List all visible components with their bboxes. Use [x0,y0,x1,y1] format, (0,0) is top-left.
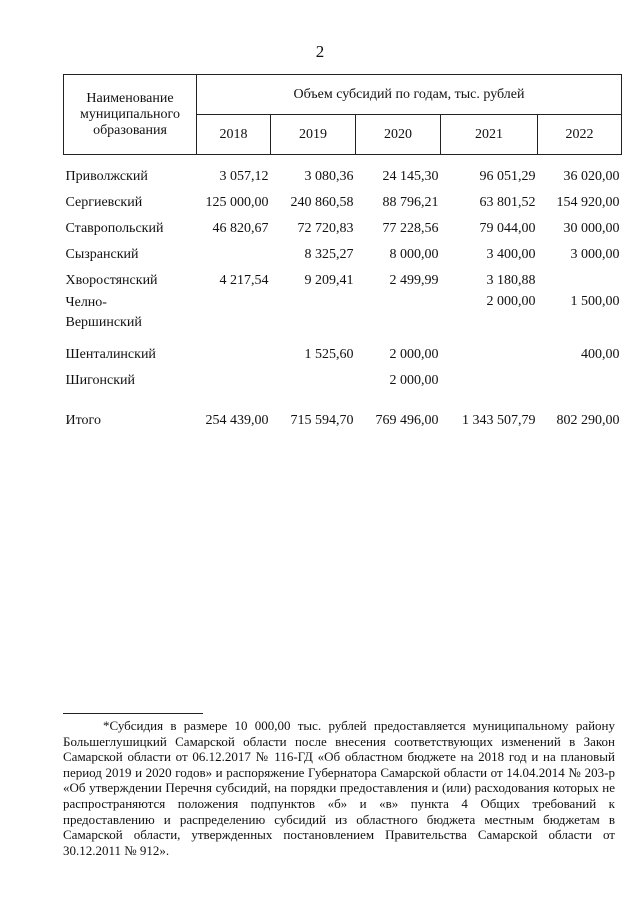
row-name: Приволжский [65,169,148,184]
cell-value: 77 228,56 [382,221,439,236]
total-value: 715 594,70 [290,413,354,428]
cell-value: 2 000,00 [389,373,439,388]
cell-value: 30 000,00 [563,221,620,236]
cell-value: 8 000,00 [389,247,439,262]
table-row [64,289,622,337]
row-name: Сергиевский [65,195,143,210]
table-row [64,185,622,211]
page-number: 2 [315,42,325,61]
cell-value [271,289,356,337]
row-name: Челно-Вершинский [65,295,142,330]
cell-value [197,289,271,337]
cell-value: 125 000,00 [205,195,269,210]
column-header-2018: 2018 [197,115,271,155]
table-row [64,237,622,263]
column-header-2019: 2019 [271,115,356,155]
table-row [64,155,622,186]
cell-value: 8 325,27 [304,247,354,262]
cell-value: 3 180,88 [486,273,536,288]
total-label: Итого [65,413,101,428]
cell-value: 1 525,60 [304,347,354,362]
column-header-2021: 2021 [441,115,538,155]
subsidy-table [63,74,622,429]
cell-value: 88 796,21 [382,195,439,210]
cell-value: 46 820,67 [212,221,269,236]
table-row [64,363,622,389]
total-value: 802 290,00 [556,413,620,428]
cell-value [441,363,538,389]
total-value: 254 439,00 [205,413,269,428]
cell-value [356,289,441,337]
cell-value: 3 000,00 [570,247,620,262]
cell-value: 36 020,00 [563,169,620,184]
table-row [64,337,622,363]
row-name: Ставропольский [65,221,164,236]
cell-value: 154 920,00 [556,195,620,210]
column-header-2020: 2020 [356,115,441,155]
total-row [64,389,622,429]
row-name: Хворостянский [65,273,158,288]
cell-value: 9 209,41 [304,273,354,288]
cell-value [441,337,538,363]
cell-value: 4 217,54 [219,273,269,288]
cell-value [538,363,622,389]
row-name: Шенталинский [65,347,156,362]
cell-value: 79 044,00 [479,221,536,236]
cell-value: 2 000,00 [389,347,439,362]
cell-value: 2 000,00 [486,294,536,309]
cell-value: 24 145,30 [382,169,439,184]
row-name: Шигонский [65,373,136,388]
cell-value: 400,00 [581,347,620,362]
cell-value: 240 860,58 [290,195,354,210]
table-row [64,263,622,289]
cell-value: 3 080,36 [304,169,354,184]
column-header-subsidy-volume: Объем субсидий по годам, тыс. рублей [197,75,622,115]
footnote-divider [63,713,203,714]
column-header-2022: 2022 [538,115,622,155]
cell-value [197,363,271,389]
cell-value [197,337,271,363]
column-header-name: Наименование муниципального образования [64,75,197,155]
cell-value [197,237,271,263]
table-row [64,211,622,237]
cell-value: 2 499,99 [389,273,439,288]
cell-value: 1 500,00 [570,294,620,309]
cell-value [538,263,622,289]
cell-value: 3 400,00 [486,247,536,262]
total-value: 1 343 507,79 [462,413,536,428]
total-value: 769 496,00 [375,413,439,428]
cell-value [271,363,356,389]
footnote: *Субсидия в размере 10 000,00 тыс. рублей предоставляется муниципальному району Большеглушицкий Самарской области после внесения соответствующих изменений в Закон Самарской области от 06.12.2017 № 116-ГД «Об областном бюджете на 2018 год и на плановый период 2019 и 2020 годов» и распоряжение Губернатора Самарской области от 14.04.2014 № 203-р «Об утверждении Перечня субсидий, на порядки предоставления и (или) расходования которых не распространяются положения подпунктов «б» и «в» пункта 4 Общих требований к предоставлению и распределению субсидий из областного бюджета местным бюджетам в Самарской области, утвержденных постановлением Правительства Самарской области от 30.12.2011 № 912». [63,718,615,858]
cell-value: 3 057,12 [219,169,269,184]
cell-value: 63 801,52 [479,195,536,210]
row-name: Сызранский [65,247,139,262]
cell-value: 72 720,83 [297,221,354,236]
cell-value: 96 051,29 [479,169,536,184]
